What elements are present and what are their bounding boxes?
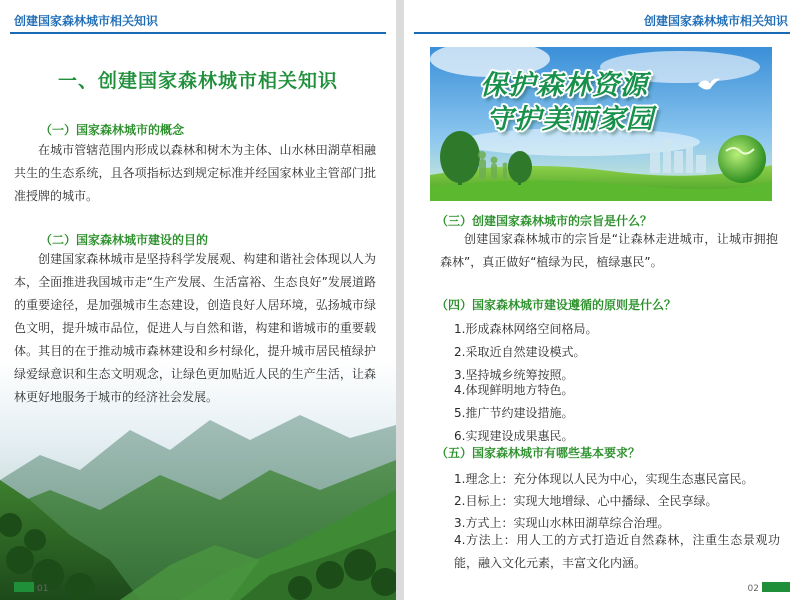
requirement-item-4: 4.方法上：用人工的方式打造近自然森林，注重生态景观功能，融入文化元素，丰富文化内涵。 [454, 533, 780, 570]
section-5-title: （五）国家森林城市有哪些基本要求？ [436, 446, 641, 460]
requirement-item-3: 3.方式上：实现山水林田湖草综合治理。 [454, 516, 670, 530]
section-4-title: （四）国家森林城市建设遵循的原则是什么？ [436, 298, 677, 312]
principle-item-1: 1.形成森林网络空间格局。 [454, 322, 598, 336]
section-1-title: （一）国家森林城市的概念 [40, 123, 185, 137]
banner-slogan-line1: 保护森林资源 [480, 70, 648, 101]
main-title: 一、创建国家森林城市相关知识 [57, 70, 338, 92]
principle-item-5: 5.推广节约建设措施。 [454, 406, 574, 420]
forest-protection-banner [430, 47, 772, 201]
section-3-text: 创建国家森林城市的宗旨是“让森林走进城市，让城市拥抱森林”，真正做好“植绿为民，植绿惠民”。 [440, 232, 778, 269]
principle-item-6: 6.实现建设成果惠民。 [454, 429, 574, 443]
right-header-title: 创建国家森林城市相关知识 [643, 14, 788, 28]
right-footer-bar [762, 582, 790, 592]
requirement-item-2: 2.目标上：实现大地增绿、心中播绿、全民享绿。 [454, 494, 718, 508]
left-header-line [10, 32, 386, 34]
right-page [404, 0, 800, 600]
section-2-text: 创建国家森林城市是坚持科学发展观、构建和谐社会体现以人为本，全面推进我国城市走“生产发展、生活富裕、生态良好”发展道路的重要途径，是加强城市生态建设，创造良好人居环境，弘扬城市绿色文明，提升城市品位，促进人与自然和谐，构建和谐城市的重要载体。其目的在于推动城市森林建设和乡村绿化，提升城市居民植绿护绿爱绿意识和生态文明观念，让绿色更加贴近人民的生产生活，让森林更好地服务于城市的经济社会发展。 [14, 252, 376, 404]
section-2-title: （二）国家森林城市建设的目的 [40, 233, 209, 247]
section-3-title: （三）创建国家森林城市的宗旨是什么？ [436, 214, 653, 228]
requirement-item-1: 1.理念上：充分体现以人民为中心，实现生态惠民富民。 [454, 472, 754, 486]
right-page-number: 02 [747, 584, 759, 594]
principle-item-4: 4.体现鲜明地方特色。 [454, 383, 574, 397]
principle-item-2: 2.采取近自然建设模式。 [454, 345, 586, 359]
left-footer-bar [14, 582, 34, 592]
right-header-line [414, 32, 790, 34]
left-page [0, 0, 396, 600]
left-page-number: 01 [37, 584, 49, 594]
section-1-text: 在城市管辖范围内形成以森林和树木为主体、山水林田湖草相融共生的生态系统，且各项指标达到规定标准并经国家林业主管部门批准授牌的城市。 [14, 143, 376, 203]
left-header-title: 创建国家森林城市相关知识 [14, 14, 159, 28]
banner-slogan-line2: 守护美丽家园 [486, 104, 654, 135]
principle-item-3: 3.坚持城乡统筹按照。 [454, 368, 574, 382]
